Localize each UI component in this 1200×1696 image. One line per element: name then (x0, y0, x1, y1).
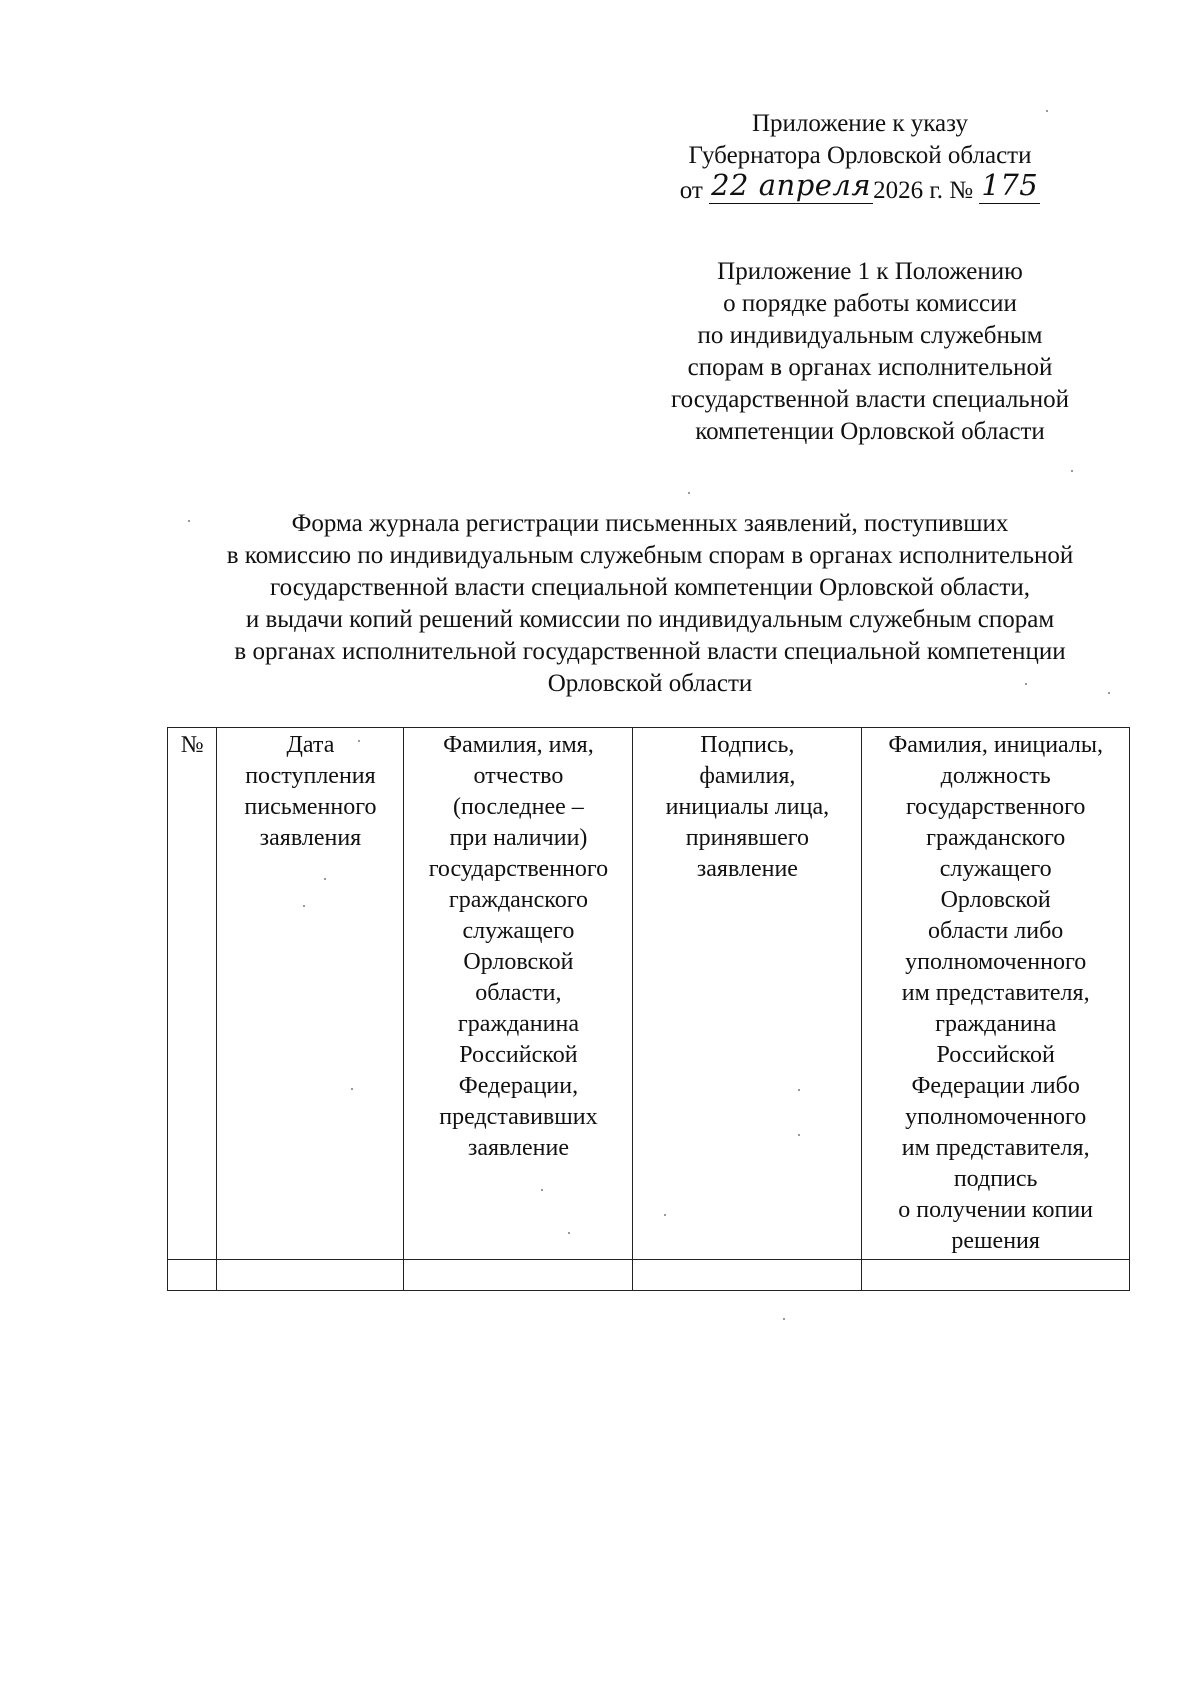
header-line: представивших (439, 1104, 598, 1130)
date-prefix: от (679, 177, 703, 204)
appendix-line: государственной власти специальной (671, 386, 1069, 413)
scan-speck (1046, 110, 1048, 112)
header-line: служащего (462, 918, 575, 944)
table-cell (168, 1260, 217, 1291)
header-line: Фамилия, инициалы, (888, 732, 1103, 758)
header-line: Подпись, (700, 732, 795, 758)
handwritten-date (709, 168, 873, 206)
scan-speck (783, 1318, 785, 1320)
appendix-line: о порядке работы комиссии (723, 290, 1017, 317)
header-line: Дата (286, 732, 335, 758)
header-line: № (180, 732, 204, 758)
header-line: отчество (473, 763, 564, 789)
scan-speck (688, 492, 690, 494)
header-line: Федерации, (458, 1073, 579, 1099)
table-row (168, 1260, 1130, 1291)
header-line: при наличии) (449, 825, 588, 851)
header-line: уполномоченного (905, 1104, 1087, 1130)
year-text: 2026 г. № (873, 177, 974, 204)
header-cell-applicant (404, 728, 633, 1260)
appendix-line: компетенции Орловской области (695, 418, 1045, 445)
form-title (160, 508, 1140, 700)
scan-speck (303, 905, 305, 907)
handwritten-date-text: 22 апреля (711, 168, 872, 202)
form-title-line: в органах исполнительной государственной власти специальной компетенции (234, 638, 1066, 665)
header-cell-receiver-signature (633, 728, 862, 1260)
header-line: заявление (696, 856, 798, 882)
header-line: гражданина (935, 1011, 1057, 1037)
header-line: области либо (928, 918, 1064, 944)
header-line: фамилия, (699, 763, 796, 789)
header-line: решения (951, 1228, 1040, 1254)
table-header-row (168, 728, 1130, 1260)
header-line: Орловской (940, 887, 1051, 913)
scan-speck (664, 1214, 666, 1216)
header-line: заявление (467, 1135, 569, 1161)
scan-speck (541, 1189, 543, 1191)
header-line: им представителя, (901, 980, 1090, 1006)
header-line: государственного (428, 856, 609, 882)
table-cell (217, 1260, 404, 1291)
header-line: Российской (459, 1042, 578, 1068)
journal-table (167, 727, 1130, 1291)
table-cell (633, 1260, 862, 1291)
header-line: служащего (939, 856, 1052, 882)
header-cell-number (168, 728, 217, 1260)
header-cell-copy-receipt (862, 728, 1130, 1260)
handwritten-number (979, 168, 1040, 206)
form-title-line: государственной власти специальной компетенции Орловской области, (270, 574, 1030, 601)
scan-speck (1071, 470, 1073, 472)
date-underline (709, 203, 873, 204)
decree-date-line (640, 168, 1080, 207)
scan-speck (568, 1232, 570, 1234)
appendix-block (640, 256, 1100, 448)
table-cell (862, 1260, 1130, 1291)
header-line: государственного (905, 794, 1086, 820)
scan-speck (351, 1088, 353, 1090)
header-line: инициалы лица, (665, 794, 830, 820)
decree-header-line-1: Приложение к указу (751, 110, 969, 137)
form-title-line: Форма журнала регистрации письменных заявлений, поступивших (291, 510, 1009, 537)
table-cell (404, 1260, 633, 1291)
scan-speck (1108, 692, 1110, 694)
scan-speck (798, 1089, 800, 1091)
header-line: Российской (936, 1042, 1055, 1068)
header-line: гражданина (457, 1011, 579, 1037)
header-line: о получении копии (898, 1197, 1094, 1223)
header-line: гражданского (448, 887, 588, 913)
header-line: Федерации либо (911, 1073, 1080, 1099)
scan-speck (1025, 683, 1027, 685)
scan-speck (324, 878, 326, 880)
scan-speck (188, 520, 190, 522)
header-line: уполномоченного (905, 949, 1087, 975)
header-line: заявления (259, 825, 362, 851)
header-line: должность (940, 763, 1051, 789)
decree-header (640, 108, 1080, 207)
form-title-line: и выдачи копий решений комиссии по индивидуальным служебным спорам (245, 606, 1055, 633)
header-line: письменного (244, 794, 377, 820)
header-line: им представителя, (901, 1135, 1090, 1161)
scan-speck (358, 740, 360, 742)
header-line: принявшего (685, 825, 809, 851)
scan-speck (798, 1134, 800, 1136)
header-line: поступления (245, 763, 376, 789)
header-line: Орловской (463, 949, 574, 975)
appendix-line: Приложение 1 к Положению (717, 258, 1023, 285)
appendix-line: по индивидуальным служебным (697, 322, 1043, 349)
header-line: (последнее – (453, 794, 584, 820)
header-cell-date (217, 728, 404, 1260)
header-line: Фамилия, имя, (443, 732, 594, 758)
appendix-line: спорам в органах исполнительной (687, 354, 1053, 381)
header-line: гражданского (926, 825, 1066, 851)
number-underline (979, 203, 1040, 204)
form-title-line: в комиссию по индивидуальным служебным спорам в органах исполнительной (226, 542, 1074, 569)
header-line: области, (475, 980, 562, 1006)
handwritten-number-text: 175 (981, 168, 1039, 202)
form-title-line: Орловской области (547, 670, 753, 697)
decree-header-line-2: Губернатора Орловской области (688, 142, 1032, 169)
header-line: подпись (953, 1166, 1038, 1192)
